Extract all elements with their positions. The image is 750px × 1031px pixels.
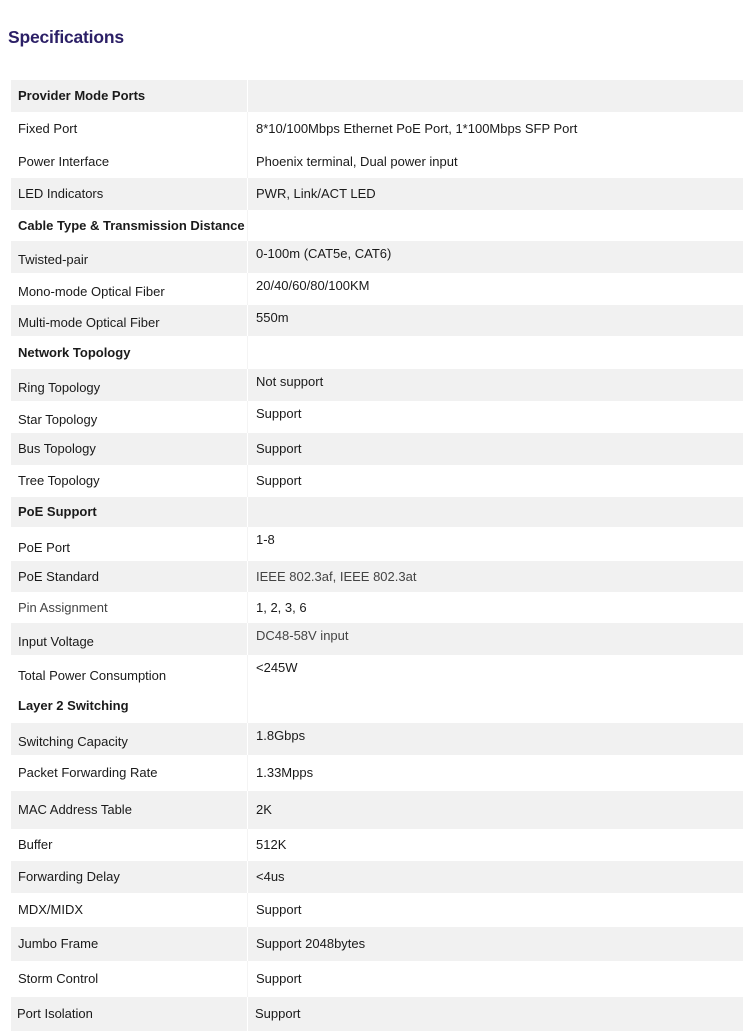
section-header-layer2-switching [11, 689, 743, 723]
spec-value: Support [247, 433, 743, 465]
spec-label: Jumbo Frame [18, 936, 99, 951]
spec-label: Total Power Consumption [18, 668, 167, 683]
spec-row-fixed-port [11, 112, 743, 146]
spec-label: Ring Topology [18, 380, 101, 395]
spec-value: Support [247, 893, 743, 927]
spec-label: Switching Capacity [18, 734, 128, 749]
spec-label: Port Isolation [17, 1006, 93, 1021]
spec-row-storm-control [11, 961, 743, 997]
spec-row-ring-topology [11, 369, 743, 401]
spec-row-bus-topology [11, 433, 743, 465]
spec-row-mono-mode-fiber [11, 273, 743, 305]
spec-value: 2K [247, 791, 743, 829]
section-heading: Network Topology [18, 344, 131, 360]
spec-row-jumbo-frame [11, 927, 743, 961]
spec-label: Fixed Port [18, 121, 78, 136]
spec-label: Bus Topology [18, 441, 96, 456]
spec-value: Phoenix terminal, Dual power input [247, 146, 743, 178]
spec-value: 8*10/100Mbps Ethernet PoE Port, 1*100Mbps SFP Port [247, 112, 743, 146]
spec-row-mac-address [11, 791, 743, 829]
spec-row-forwarding-delay [11, 861, 743, 893]
spec-label: LED Indicators [18, 186, 104, 201]
spec-value: Not support [247, 369, 743, 401]
spec-row-switching-capacity [11, 723, 743, 755]
spec-label: Tree Topology [18, 473, 100, 488]
spec-label: Pin Assignment [18, 599, 108, 615]
spec-row-pin-assignment [11, 592, 743, 623]
spec-label: PoE Standard [18, 568, 99, 584]
spec-value: <4us [247, 861, 743, 893]
spec-row-twisted-pair [11, 241, 743, 273]
spec-label: Twisted-pair [18, 252, 89, 267]
spec-row-mdx-midx [11, 893, 743, 927]
spec-value: 0-100m (CAT5e, CAT6) [247, 241, 743, 273]
section-header-provider-mode-ports [11, 80, 743, 112]
page-title: Specifications [8, 27, 124, 47]
spec-row-tree-topology [11, 465, 743, 497]
spec-label: Mono-mode Optical Fiber [18, 284, 165, 299]
section-header-cable-type [11, 210, 743, 241]
spec-row-led-indicators [11, 178, 743, 210]
spec-label: MDX/MIDX [18, 902, 83, 917]
spec-value: Support [247, 997, 743, 1031]
spec-row-port-isolation [11, 997, 743, 1031]
spec-value: PWR, Link/ACT LED [247, 178, 743, 210]
spec-row-power-interface [11, 146, 743, 178]
spec-row-star-topology [11, 401, 743, 433]
spec-label: Forwarding Delay [18, 869, 120, 884]
spec-value: Support [247, 465, 743, 497]
spec-value: 1.8Gbps [247, 723, 743, 755]
spec-label: Buffer [18, 837, 53, 852]
spec-row-total-power [11, 655, 743, 689]
section-heading: Layer 2 Switching [18, 698, 129, 713]
section-heading: PoE Support [18, 504, 97, 519]
spec-row-input-voltage [11, 623, 743, 655]
section-heading: Provider Mode Ports [18, 88, 146, 103]
spec-value: 512K [247, 829, 743, 861]
spec-label: PoE Port [18, 540, 71, 555]
spec-value: IEEE 802.3af, IEEE 802.3at [247, 561, 743, 592]
spec-label: Packet Forwarding Rate [18, 765, 158, 780]
spec-value: 550m [247, 305, 743, 336]
spec-value: <245W [247, 655, 743, 689]
spec-value: Support [247, 401, 743, 433]
spec-value: 20/40/60/80/100KM [247, 273, 743, 305]
spec-label: Input Voltage [18, 634, 94, 649]
spec-label: Multi-mode Optical Fiber [18, 315, 160, 330]
section-header-network-topology [11, 336, 743, 369]
spec-value: Support [247, 961, 743, 997]
spec-value: 1.33Mpps [247, 755, 743, 791]
spec-row-poe-port [11, 527, 743, 561]
spec-label: Star Topology [18, 412, 98, 427]
spec-value: 1-8 [247, 527, 743, 561]
spec-label: Storm Control [18, 971, 99, 986]
spec-row-buffer [11, 829, 743, 861]
spec-row-multi-mode-fiber [11, 305, 743, 336]
spec-row-poe-standard [11, 561, 743, 592]
section-heading: Cable Type & Transmission Distance [18, 217, 245, 233]
spec-value: DC48-58V input [247, 623, 743, 655]
spec-value: 1, 2, 3, 6 [247, 592, 743, 623]
spec-value: Support 2048bytes [247, 927, 743, 961]
spec-table [11, 80, 743, 1031]
section-header-poe-support [11, 497, 743, 527]
spec-label: Power Interface [18, 154, 110, 169]
spec-row-packet-forwarding [11, 755, 743, 791]
spec-label: MAC Address Table [18, 802, 132, 817]
